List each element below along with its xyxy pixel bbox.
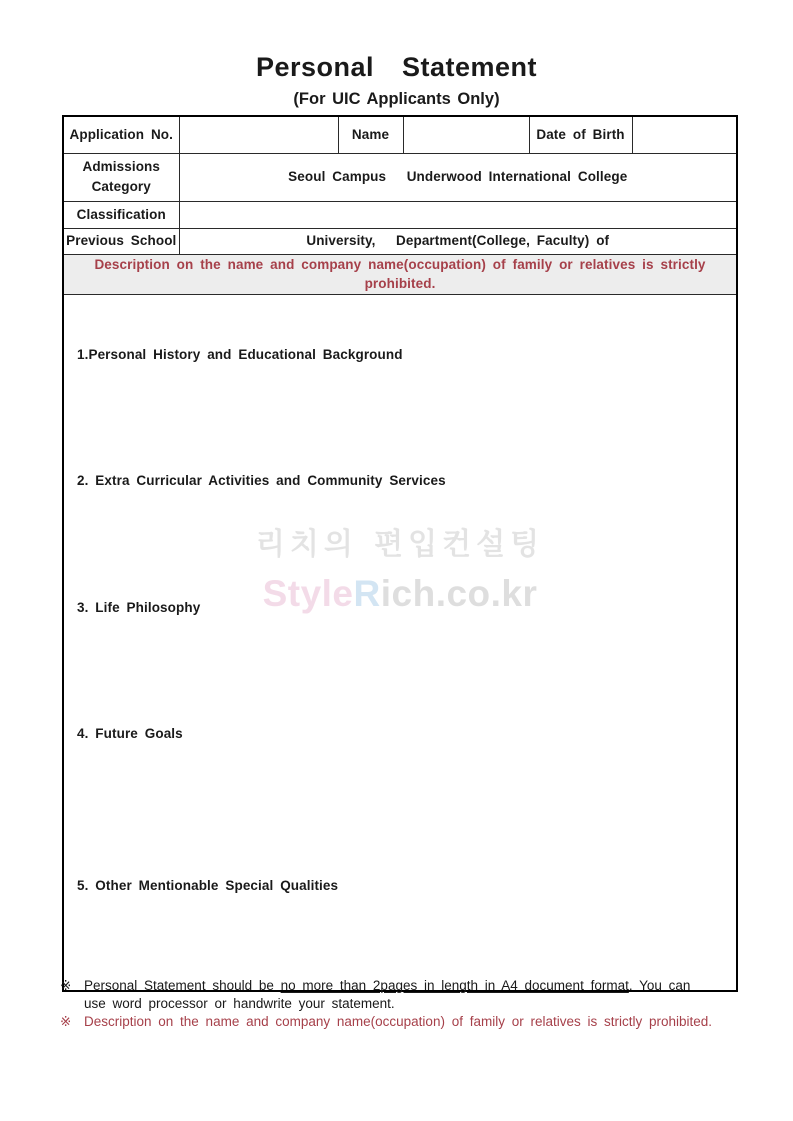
watermark-stylerich-url	[64, 567, 736, 621]
date-of-birth-value-cell	[632, 116, 737, 153]
table-row-warning	[63, 254, 737, 294]
name-label: Name	[338, 116, 403, 153]
table-row-classification	[63, 201, 737, 228]
prompt-special-qualities: 5. Other Mentionable Special Qualities	[77, 877, 339, 893]
applicant-info-table	[62, 115, 738, 992]
underlined-length-rule: no more than 2pages in length in A4 document format	[280, 978, 629, 993]
reference-mark-icon: ※	[60, 1014, 72, 1029]
name-value-cell	[403, 116, 529, 153]
prompt-personal-history: 1.Personal History and Educational Background	[77, 346, 403, 362]
previous-school-label: Previous School	[63, 228, 179, 254]
table-row-admissions-category	[63, 153, 737, 201]
reference-mark-icon: ※	[60, 978, 72, 993]
admissions-category-value: Seoul Campus Underwood International College	[179, 153, 737, 201]
footnote-length-text: Personal Statement should be no more than 2pages in length in A4 document format. You can use word processor or handwrite your statement.	[84, 978, 691, 1011]
prompt-life-philosophy: 3. Life Philosophy	[77, 599, 201, 615]
application-no-label: Application No.	[63, 116, 179, 153]
prompt-future-goals: 4. Future Goals	[77, 725, 183, 741]
prohibition-warning-banner: Description on the name and company name(occupation) of family or relatives is strictly prohibited.	[63, 254, 737, 294]
watermark-style-segment: Style	[262, 572, 354, 614]
previous-school-value: University, Department(College, Faculty) of	[179, 228, 737, 254]
watermark-domain-segment: ich.co.kr	[380, 572, 538, 614]
statement-body-cell	[63, 294, 737, 991]
table-row-identity	[63, 116, 737, 153]
statement-writing-area	[64, 295, 736, 990]
classification-label: Classification	[63, 201, 179, 228]
watermark-korean-text: 리치의 편입컨설팅	[255, 527, 545, 561]
prompt-extracurricular: 2. Extra Curricular Activities and Community Services	[77, 472, 446, 488]
footnotes	[60, 977, 740, 1031]
date-of-birth-label: Date of Birth	[529, 116, 632, 153]
footnote-prohibition	[60, 1013, 740, 1031]
table-row-previous-school	[63, 228, 737, 254]
footnote-length-requirement	[60, 977, 740, 1012]
watermark-r-segment: R	[353, 572, 381, 614]
application-no-value-cell	[179, 116, 338, 153]
classification-value-cell	[179, 201, 737, 228]
page-title: Personal Statement	[255, 52, 538, 82]
table-row-statement-body	[63, 294, 737, 991]
admissions-category-label: Admissions Category	[63, 153, 179, 201]
footnote-prohibition-text: Description on the name and company name(occupation) of family or relatives is strictly prohibited.	[84, 1014, 713, 1029]
page-subtitle: (For UIC Applicants Only)	[293, 90, 500, 108]
